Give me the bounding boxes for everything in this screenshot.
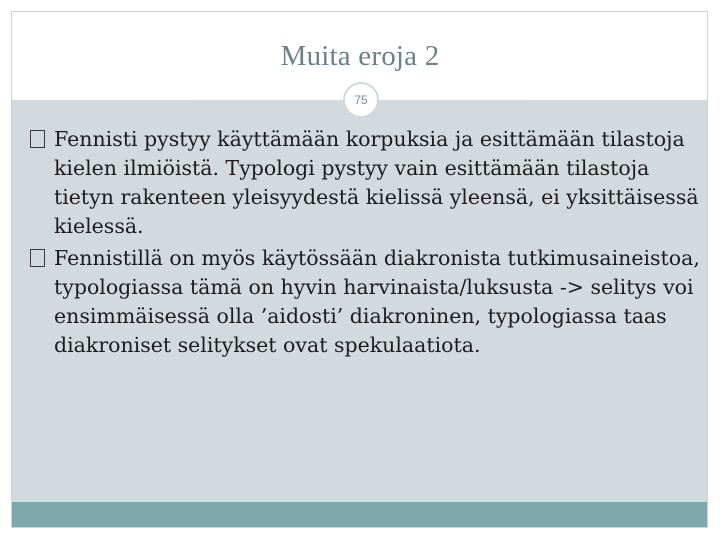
page-number-badge	[343, 82, 379, 118]
bullet-list	[30, 125, 700, 363]
bullet-text: Fennisti pystyy käyttämään korpuksia ja esittämään tilastoja kielen ilmiöistä. Typologi pystyy vain esittämään tilastoja tietyn rakenteen yleisyydestä kielissä yleensä, ei yksittäisessä kielessä.	[54, 127, 699, 238]
bullet-item	[30, 125, 700, 241]
page-number: 75	[354, 93, 368, 107]
slide-title: Muita eroja 2	[280, 40, 440, 72]
bullet-text: Fennistillä on myös käytössään diakronista tutkimusaineistoa, typologiassa tämä on hyvin harvinaista/luksusta -> selitys voi ensimmäisessä olla ’aidosti’ diakroninen, typologiassa taas diakroniset selitykset ovat spekulaatiota.	[54, 246, 700, 357]
bullet-item	[30, 244, 700, 360]
missing-glyph-box-icon	[30, 249, 45, 267]
missing-glyph-box-icon	[30, 130, 45, 148]
